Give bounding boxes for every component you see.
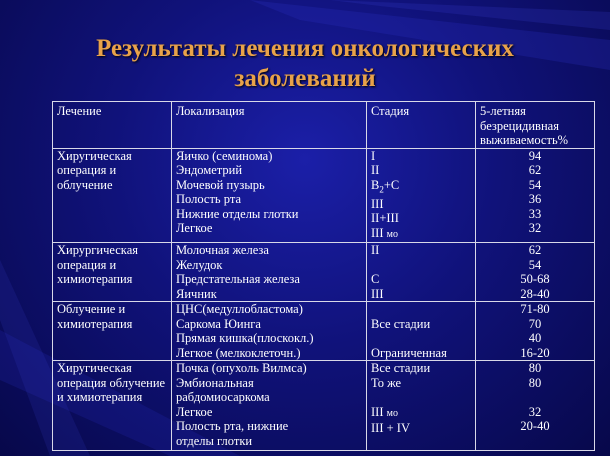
location-cell xyxy=(172,302,367,361)
stage-line xyxy=(371,390,471,405)
stage-line: II xyxy=(371,243,380,257)
title-line-1: Результаты лечения онкологических xyxy=(96,35,514,62)
loc-line: Легкое (мелкоклеточн.) xyxy=(176,345,301,360)
stage-cell xyxy=(367,361,476,451)
surv-line: 94 xyxy=(528,148,542,163)
survival-cell xyxy=(476,243,595,302)
stage-line xyxy=(371,331,471,346)
loc-line: Легкое xyxy=(176,404,213,419)
loc-line: Эмбиональная xyxy=(176,375,254,390)
table-body xyxy=(53,148,595,451)
table-row xyxy=(53,148,595,243)
surv-line: 32 xyxy=(528,221,542,235)
surv-line: 36 xyxy=(528,192,542,206)
stage-line: I xyxy=(371,148,376,163)
treatment-cell: Хиругическая операция облучение и химиотерапия xyxy=(53,361,172,451)
loc-line: ЦНС(медуллобластома) xyxy=(176,302,303,316)
loc-line: Легкое xyxy=(176,221,213,235)
stage-line: III мо xyxy=(371,404,398,419)
treatment-cell: Облучение и химиотерапия xyxy=(53,302,172,361)
surv-line: 28-40 xyxy=(520,286,550,301)
loc-line: Яичко (семинома) xyxy=(176,148,273,163)
stage-line: III xyxy=(371,286,384,301)
survival-cell xyxy=(476,361,595,451)
loc-line: Полость рта xyxy=(176,192,241,206)
location-cell xyxy=(172,148,367,243)
loc-line: Предстательная железа xyxy=(176,272,300,286)
stage-line: Все стадии xyxy=(371,316,431,331)
loc-line: Мочевой пузырь xyxy=(176,177,265,192)
survival-cell xyxy=(476,148,595,243)
loc-line: Полость рта, нижние xyxy=(176,419,289,433)
stage-line: C xyxy=(371,272,380,286)
surv-line: 62 xyxy=(528,243,542,257)
surv-line: 62 xyxy=(528,163,542,177)
surv-line: 71-80 xyxy=(520,302,550,316)
location-cell xyxy=(172,361,367,451)
stage-line: III + IV xyxy=(371,421,410,435)
surv-line: 70 xyxy=(528,316,542,331)
table-header-row xyxy=(53,102,595,149)
stage-line: III xyxy=(371,196,384,211)
stage-line: Все стадии xyxy=(371,361,431,375)
loc-line: отделы глотки xyxy=(176,433,253,448)
header-location: Локализация xyxy=(172,102,367,149)
loc-line: Яичник xyxy=(176,286,217,301)
stage-cell xyxy=(367,243,476,302)
loc-line: Нижние отделы глотки xyxy=(176,206,299,221)
surv-line: 40 xyxy=(528,331,542,345)
stage-cell xyxy=(367,148,476,243)
title-line-2: заболеваний xyxy=(234,65,376,92)
stage-cell xyxy=(367,302,476,361)
surv-line: 80 xyxy=(528,375,542,390)
table-row xyxy=(53,243,595,302)
surv-line: 32 xyxy=(528,404,542,419)
loc-line: Почка (опухоль Вилмса) xyxy=(176,361,307,375)
survival-cell xyxy=(476,302,595,361)
loc-line: Молочная железа xyxy=(176,243,269,257)
stage-line: Ограниченная xyxy=(371,345,447,360)
surv-line xyxy=(480,390,590,405)
surv-line xyxy=(480,434,590,449)
loc-line: Эндометрий xyxy=(176,163,243,177)
stage-line xyxy=(371,436,471,451)
stage-line xyxy=(371,302,471,317)
stage-line: II xyxy=(371,163,380,177)
surv-line: 50-68 xyxy=(520,272,550,286)
surv-line: 33 xyxy=(528,206,542,221)
loc-line: Саркома Юинга xyxy=(176,316,261,331)
surv-line: 54 xyxy=(528,257,542,272)
stage-line: То же xyxy=(371,375,402,390)
surv-line: 80 xyxy=(528,361,542,375)
stage-line: III мо xyxy=(371,225,398,240)
header-stage: Стадия xyxy=(367,102,476,149)
header-survival: 5-летняя безрецидивная выживаемость% xyxy=(476,102,595,149)
header-treatment: Лечение xyxy=(53,102,172,149)
surv-line: 54 xyxy=(528,177,542,192)
stage-line xyxy=(371,258,471,273)
table-row xyxy=(53,361,595,451)
loc-line: Желудок xyxy=(176,257,223,272)
surv-line: 20-40 xyxy=(520,419,550,433)
location-cell xyxy=(172,243,367,302)
table-row xyxy=(53,302,595,361)
treatment-cell: Хиругическая операция и облучение xyxy=(53,148,172,243)
results-table xyxy=(52,101,595,451)
loc-line: рабдомиосаркома xyxy=(176,390,270,404)
loc-line: Прямая кишка(плоскокл.) xyxy=(176,331,314,345)
treatment-cell: Хирургическая операция и химиотерапия xyxy=(53,243,172,302)
stage-line: $B_2+C$ xyxy=(371,177,400,194)
stage-line: II+III xyxy=(371,211,399,225)
page-title xyxy=(0,34,610,94)
surv-line: 16-20 xyxy=(520,345,550,360)
